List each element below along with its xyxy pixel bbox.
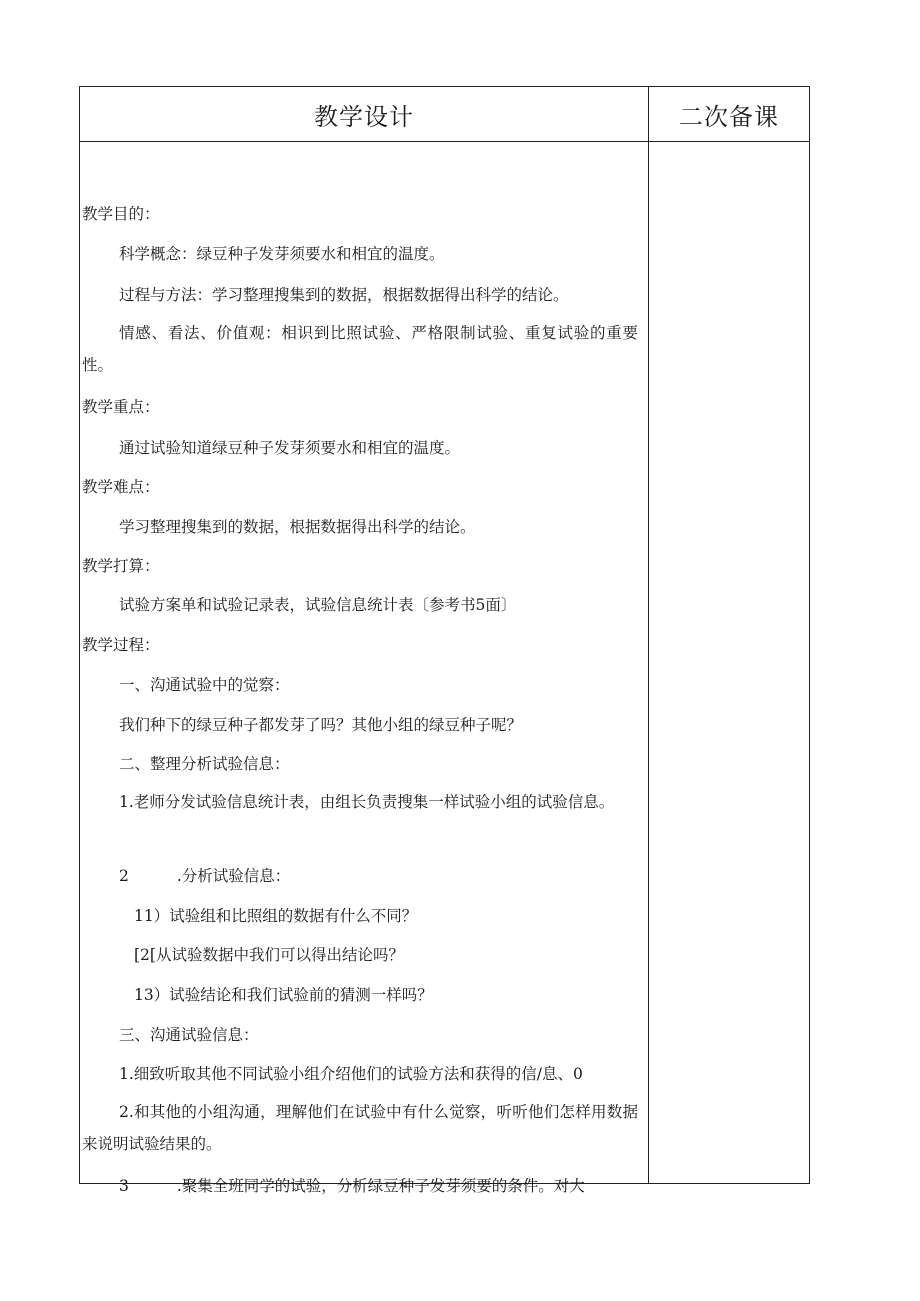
step3-item3-text: .聚集全班同学的试验，分析绿豆种子发芽须要的条件。对大 xyxy=(176,1177,585,1195)
table-header-row xyxy=(80,87,809,142)
preparation-heading: 教学打算： xyxy=(82,557,160,575)
science-concept-text: 科学概念：绿豆种子发芽须要水和相宜的温度。 xyxy=(119,245,445,263)
step2-item1: 1.老师分发试验信息统计表，由组长负责搜集一样试验小组的试验信息。 xyxy=(119,793,615,811)
key-point-heading: 教学重点： xyxy=(82,398,160,416)
step3-item2: 2.和其他的小组沟通，理解他们在试验中有什么觉察，听听他们怎样用数据来说明试验结果的。 xyxy=(82,1103,638,1153)
step2-heading: 二、整理分析试验信息： xyxy=(119,755,290,773)
second-preparation-header: 二次备课 xyxy=(679,103,779,131)
step1-heading: 一、沟通试验中的觉察： xyxy=(119,676,290,694)
difficulty-text: 学习整理搜集到的数据，根据数据得出科学的结论。 xyxy=(119,518,476,536)
preparation-text: 试验方案单和试验记录表，试验信息统计表〔参考书5面〕 xyxy=(119,596,517,614)
step2-question3: 13）试验结论和我们试验前的猜测一样吗？ xyxy=(134,986,433,1004)
step3-heading: 三、沟通试验信息： xyxy=(119,1026,259,1044)
difficulty-heading: 教学难点： xyxy=(82,478,160,496)
step2-item2-number: 2 xyxy=(119,867,129,885)
step1-question: 我们种下的绿豆种子都发芽了吗？其他小组的绿豆种子呢？ xyxy=(119,716,523,734)
step3-item1: 1.细致听取其他不同试验小组介绍他们的试验方法和获得的信/息、0 xyxy=(119,1065,583,1083)
step3-item3-number: 3 xyxy=(119,1177,129,1195)
key-point-text: 通过试验知道绿豆种子发芽须要水和相宜的温度。 xyxy=(119,439,461,457)
teaching-process-heading: 教学过程： xyxy=(82,636,160,654)
teaching-design-header: 教学设计 xyxy=(314,103,414,131)
teaching-design-cell xyxy=(80,143,646,1195)
step2-question2: [2[从试验数据中我们可以得出结论吗？ xyxy=(134,946,404,964)
second-preparation-cell xyxy=(649,143,809,1183)
step3-item3 xyxy=(80,1176,646,1196)
step2-question1: 11）试验组和比照组的数据有什么不同？ xyxy=(134,907,418,925)
process-method-text: 过程与方法：学习整理搜集到的数据，根据数据得出科学的结论。 xyxy=(119,286,569,304)
step2-item2 xyxy=(80,866,646,886)
step2-item2-text: .分析试验信息： xyxy=(176,867,291,885)
objectives-heading: 教学目的： xyxy=(82,205,160,223)
lesson-plan-table xyxy=(79,86,810,1195)
emotion-attitude-text: 情感、看法、价值观：相识到比照试验、严格限制试验、重复试验的重要性。 xyxy=(82,324,638,374)
